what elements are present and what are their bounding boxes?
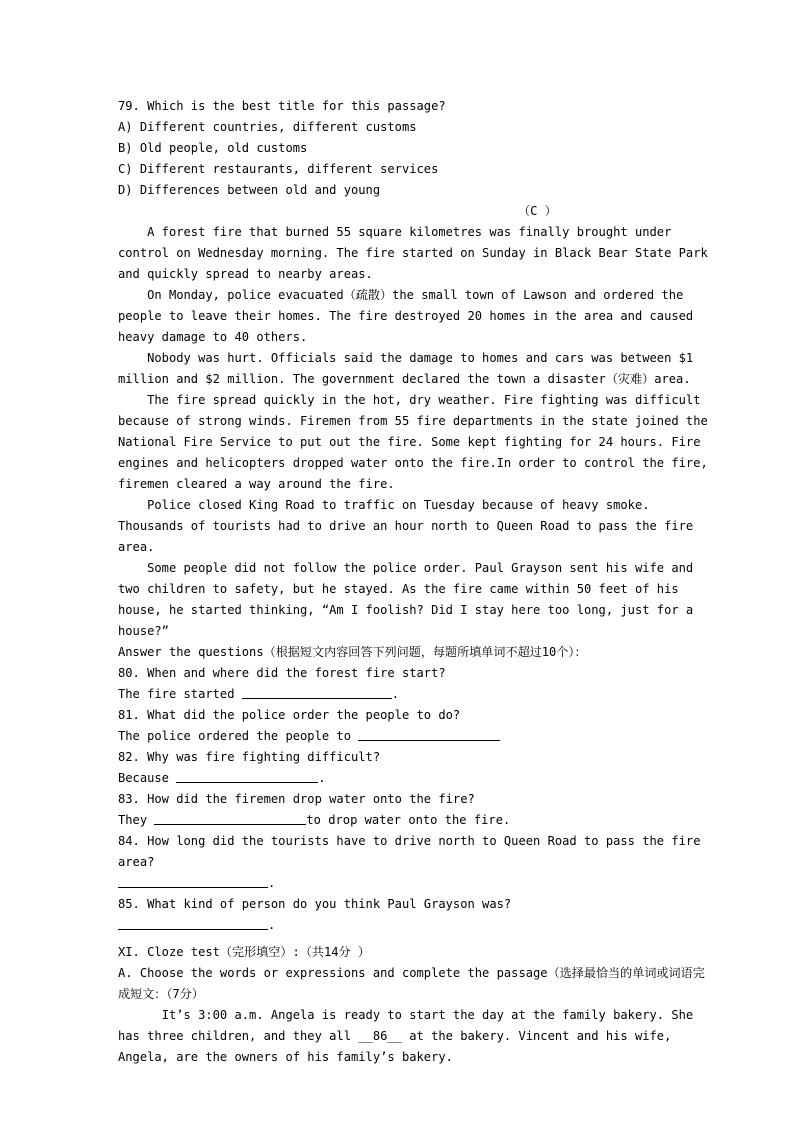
answer-84-blank[interactable] (118, 874, 268, 888)
answer-80-blank[interactable] (242, 685, 392, 699)
answer-85-suffix: . (268, 918, 276, 932)
question-79-option-c: C) Different restaurants, different services (118, 162, 439, 176)
answer-82-prefix: Because (118, 771, 177, 785)
question-81: 81. What did the police order the people to do? (118, 708, 461, 722)
question-79-stem: 79. Which is the best title for this passage? (118, 99, 446, 113)
answer-81-blank[interactable] (358, 727, 500, 741)
answer-81-prefix: The police ordered the people to (118, 729, 359, 743)
cloze-body: It’s 3:00 a.m. Angela is ready to start the day at the family bakery. She has three children, and they all __86__ at the bakery. Vincent and his wife, Angela, are the owners of his family’s bakery. (118, 1008, 701, 1064)
answer-84-row (118, 873, 709, 894)
answer-81-row (118, 726, 709, 747)
question-80: 80. When and where did the forest fire start? (118, 666, 446, 680)
answer-82-row (118, 768, 709, 789)
question-82: 82. Why was fire fighting difficult? (118, 750, 381, 764)
answer-85-blank[interactable] (118, 916, 268, 930)
cloze-heading: XI. Cloze test（完形填空）:（共14分 ） (118, 945, 370, 959)
answer-83-blank[interactable] (154, 811, 306, 825)
answer-82-suffix: . (318, 771, 326, 785)
answer-85-row (118, 915, 709, 936)
question-84: 84. How long did the tourists have to drive north to Queen Road to pass the fire area? (118, 834, 708, 869)
question-79-option-a: A) Different countries, different customs (118, 120, 417, 134)
answer-83-row (118, 810, 709, 831)
question-83: 83. How did the firemen drop water onto the fire? (118, 792, 475, 806)
passage-paragraph-6: Some people did not follow the police order. Paul Grayson sent his wife and two children to safety, but he stayed. As the fire came within 50 feet of his house, he started thinking, “Am I foolish? Did I stay here too long, just for a house?” (118, 561, 701, 638)
question-79-answer: （C ） (518, 204, 557, 218)
answer-80-prefix: The fire started (118, 687, 242, 701)
passage-paragraph-1: A forest fire that burned 55 square kilometres was finally brought under control on Wednesday morning. The fire started on Sunday in Black Bear State Park and quickly spread to nearby areas. (118, 225, 716, 281)
passage-paragraph-4: The fire spread quickly in the hot, dry weather. Fire fighting was difficult because of strong winds. Firemen from 55 fire departments in the state joined the National Fire Service to put out the fire. Some kept fighting for 24 hours. Fire engines and helicopters dropped water onto the fire.In order to control the fire, firemen cleared a way around the fire. (118, 393, 716, 491)
answer-section-instruction: Answer the questions（根据短文内容回答下列问题，每题所填单词不超过10个）： (118, 645, 587, 659)
answer-84-suffix: . (268, 876, 276, 890)
question-79-option-b: B) Old people, old customs (118, 141, 308, 155)
passage-paragraph-3: Nobody was hurt. Officials said the damage to homes and cars was between $1 million and $2 million. The government declared the town a disaster（灾难）area. (118, 351, 701, 386)
cloze-sub-a: A. Choose the words or expressions and complete the passage（选择最恰当的单词或词语完成短文：（7分） (118, 966, 705, 1001)
passage-paragraph-5: Police closed King Road to traffic on Tuesday because of heavy smoke. Thousands of tourists had to drive an hour north to Queen Road to pass the fire area. (118, 498, 701, 554)
answer-83-suffix: to drop water onto the fire. (306, 813, 511, 827)
answer-83-prefix: They (118, 813, 155, 827)
answer-80-row (118, 684, 709, 705)
answer-80-suffix: . (391, 687, 400, 701)
answer-82-blank[interactable] (176, 769, 318, 783)
question-79-option-d: D) Differences between old and young (118, 183, 381, 197)
passage-paragraph-2: On Monday, police evacuated（疏散）the small town of Lawson and ordered the people to leave their homes. The fire destroyed 20 homes in the area and caused heavy damage to 40 others. (118, 288, 701, 344)
question-85: 85. What kind of person do you think Paul Grayson was? (118, 897, 512, 911)
